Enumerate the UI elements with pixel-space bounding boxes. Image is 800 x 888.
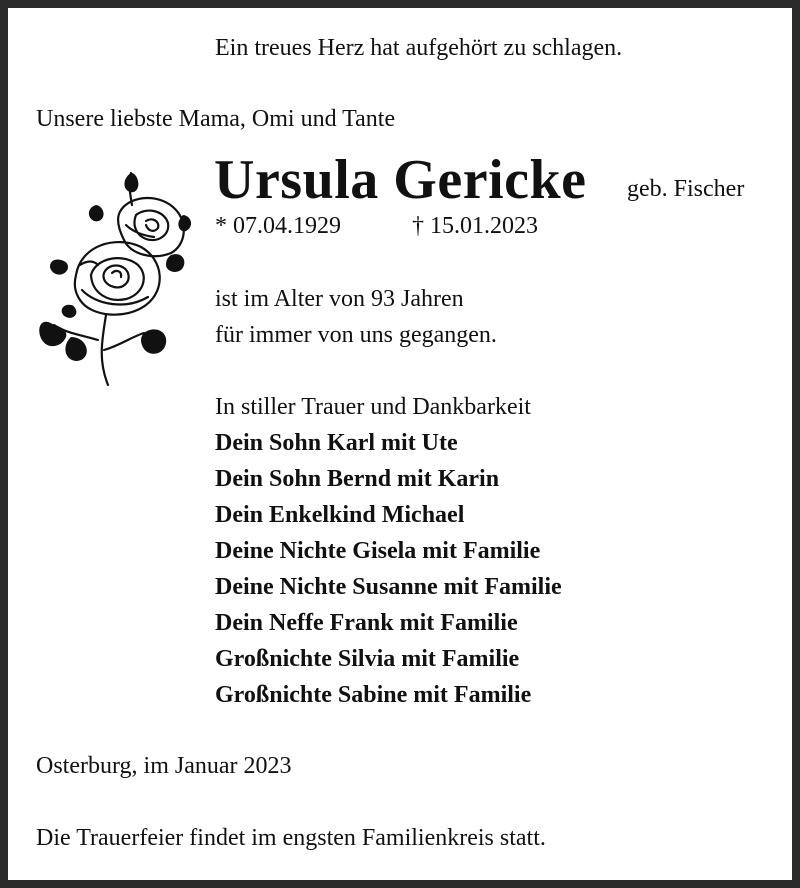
mourner-name: Dein Sohn Bernd mit Karin — [215, 466, 500, 492]
message-line-1: ist im Alter von 93 Jahren — [215, 286, 464, 312]
intro-text: Unsere liebste Mama, Omi und Tante — [36, 106, 396, 132]
mourner-name: Deine Nichte Susanne mit Familie — [215, 574, 562, 600]
maiden-name: geb. Fischer — [627, 176, 745, 202]
message-line-2: für immer von uns gegangen. — [215, 322, 497, 348]
deceased-name: Ursula Gericke — [214, 149, 587, 211]
mourner-name: Dein Sohn Karl mit Ute — [215, 430, 458, 456]
mourner-name: Deine Nichte Gisela mit Familie — [215, 538, 541, 564]
motto-text: Ein treues Herz hat aufgehört zu schlagen. — [215, 35, 623, 61]
mourner-name: Großnichte Silvia mit Familie — [215, 646, 520, 672]
mourner-name: Großnichte Sabine mit Familie — [215, 682, 532, 708]
funeral-note: Die Trauerfeier findet im engsten Familienkreis statt. — [36, 825, 546, 851]
mourner-name: Dein Neffe Frank mit Familie — [215, 610, 518, 636]
place-date: Osterburg, im Januar 2023 — [36, 753, 292, 779]
rose-icon — [36, 165, 196, 395]
death-date: † 15.01.2023 — [412, 213, 538, 239]
mourners-intro: In stiller Trauer und Dankbarkeit — [215, 394, 531, 420]
mourner-name: Dein Enkelkind Michael — [215, 502, 465, 528]
birth-date: * 07.04.1929 — [215, 213, 341, 239]
